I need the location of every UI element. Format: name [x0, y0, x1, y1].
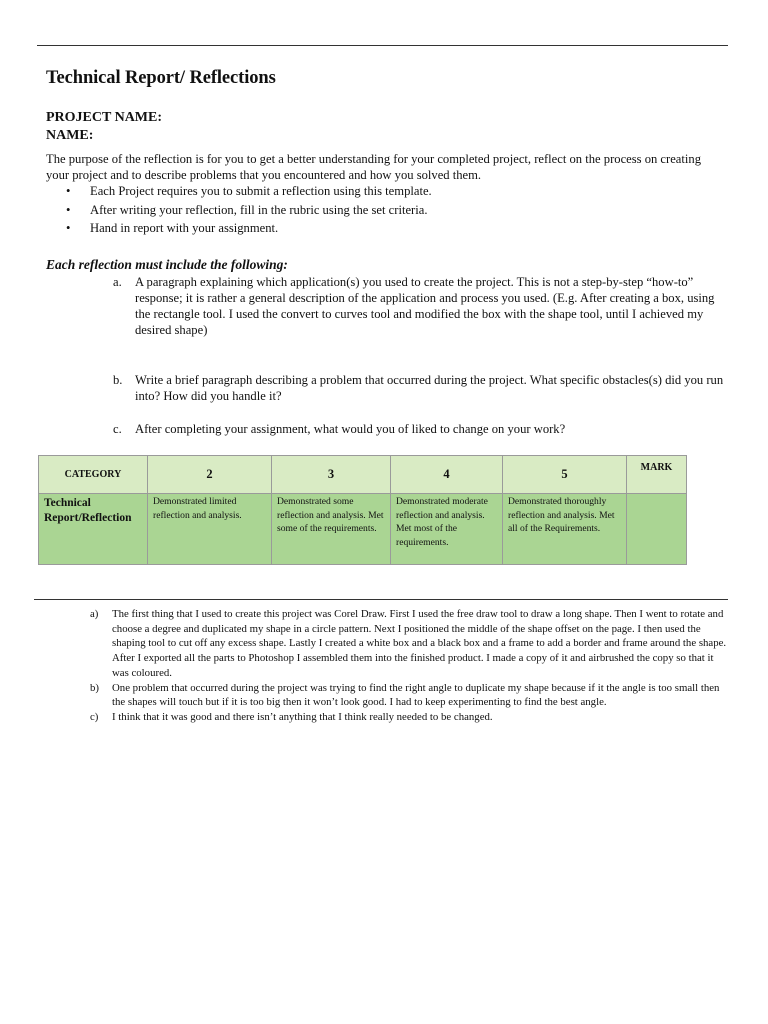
bullet-text: Hand in report with your assignment. — [90, 221, 279, 235]
reflection-answers — [90, 607, 730, 725]
bullet-item — [46, 219, 432, 238]
answer-item-c — [90, 710, 730, 725]
answer-item-b — [90, 681, 730, 710]
rubric-cell-5: Demonstrated thoroughly reflection and analysis. Met all of the Requirements. — [503, 494, 627, 565]
answer-item-a — [90, 607, 730, 681]
requirement-item-c — [110, 421, 730, 437]
rubric-header-5: 5 — [503, 456, 627, 494]
answer-marker: b) — [90, 681, 99, 694]
item-text: Write a brief paragraph describing a problem that occurred during the project. What specific obstacles(s) did you run into? How did you handle it? — [135, 373, 724, 403]
bullet-item — [46, 201, 432, 220]
rubric-cell-2: Demonstrated limited reflection and analysis. — [148, 494, 272, 565]
bullet-icon: • — [66, 221, 71, 235]
rubric-row — [39, 494, 687, 565]
rubric-header-mark: MARK — [627, 456, 687, 494]
rubric-header-4: 4 — [391, 456, 503, 494]
bullet-icon: • — [66, 202, 71, 217]
rubric-mark-cell[interactable] — [627, 494, 687, 565]
requirement-item-b — [110, 372, 730, 404]
project-name-label: PROJECT NAME: — [46, 110, 163, 125]
page-title: Technical Report/ Reflections — [46, 68, 276, 88]
answer-text: I think that it was good and there isn’t anything that I think really needed to be changed. — [112, 710, 493, 723]
item-text: After completing your assignment, what would you of liked to change on your work? — [135, 422, 566, 436]
answer-text: The first thing that I used to create this project was Corel Draw. First I used the free draw tool to draw a long shape. Then I went to rotate and choose a degree and duplicated my shape in a circle pattern. Next I positioned the middle of the shape offset on the page. I then used the shaping tool to cut off any excess shape. Lastly I created a white box and a black box and a frame to add a border and frame around the shape. After I exported all the parts to Photoshop I assembled them into the finished product. I made a copy of it and airbrushed the copy so that it was coloured. — [112, 608, 727, 679]
requirement-item-a — [110, 274, 730, 338]
rubric-header-3: 3 — [272, 456, 391, 494]
bullet-text: After writing your reflection, fill in the rubric using the set criteria. — [90, 202, 428, 217]
item-marker: b. — [113, 373, 123, 387]
rubric-cell-3: Demonstrated some reflection and analysis. Met some of the requirements. — [272, 494, 391, 565]
item-marker: a. — [113, 275, 122, 289]
instruction-bullets — [46, 182, 432, 238]
bullet-item — [46, 182, 432, 201]
bullet-text: Each Project requires you to submit a reflection using this template. — [90, 184, 432, 198]
requirements-heading: Each reflection must include the following: — [46, 257, 288, 272]
intro-paragraph: The purpose of the reflection is for you to get a better understanding for your completed project, reflect on the process on creating your project and to describe problems that you encountered and how you solved them. — [46, 152, 701, 182]
rubric-table — [38, 455, 687, 565]
item-marker: c. — [113, 422, 122, 436]
answer-text: One problem that occurred during the project was trying to find the right angle to duplicate my shape because if it the angle is too small then the shapes will touch but if it is too big then it won’t look good. I had to keep experimenting to find the best angle. — [112, 681, 720, 709]
rubric-header-2: 2 — [148, 456, 272, 494]
bullet-icon: • — [66, 184, 71, 198]
rubric-header-category: CATEGORY — [39, 456, 148, 494]
answer-marker: c) — [90, 710, 99, 723]
answer-marker: a) — [90, 608, 99, 620]
section-divider — [34, 599, 728, 600]
rubric-cell-4: Demonstrated moderate reflection and analysis. Met most of the requirements. — [391, 494, 503, 565]
rubric-header-row — [39, 456, 687, 494]
name-label: NAME: — [46, 128, 94, 143]
rubric-category-cell: Technical Report/Reflection — [39, 494, 148, 565]
top-divider — [37, 45, 728, 46]
item-text: A paragraph explaining which application(s) you used to create the project. This is not a step-by-step “how-to” response; it is rather a general description of the application and process you used. (E.g. After creating a box, using the rectangle tool. I used the convert to curves tool and modified the box with the shape tool, until I achieved my desired shape) — [135, 275, 715, 337]
